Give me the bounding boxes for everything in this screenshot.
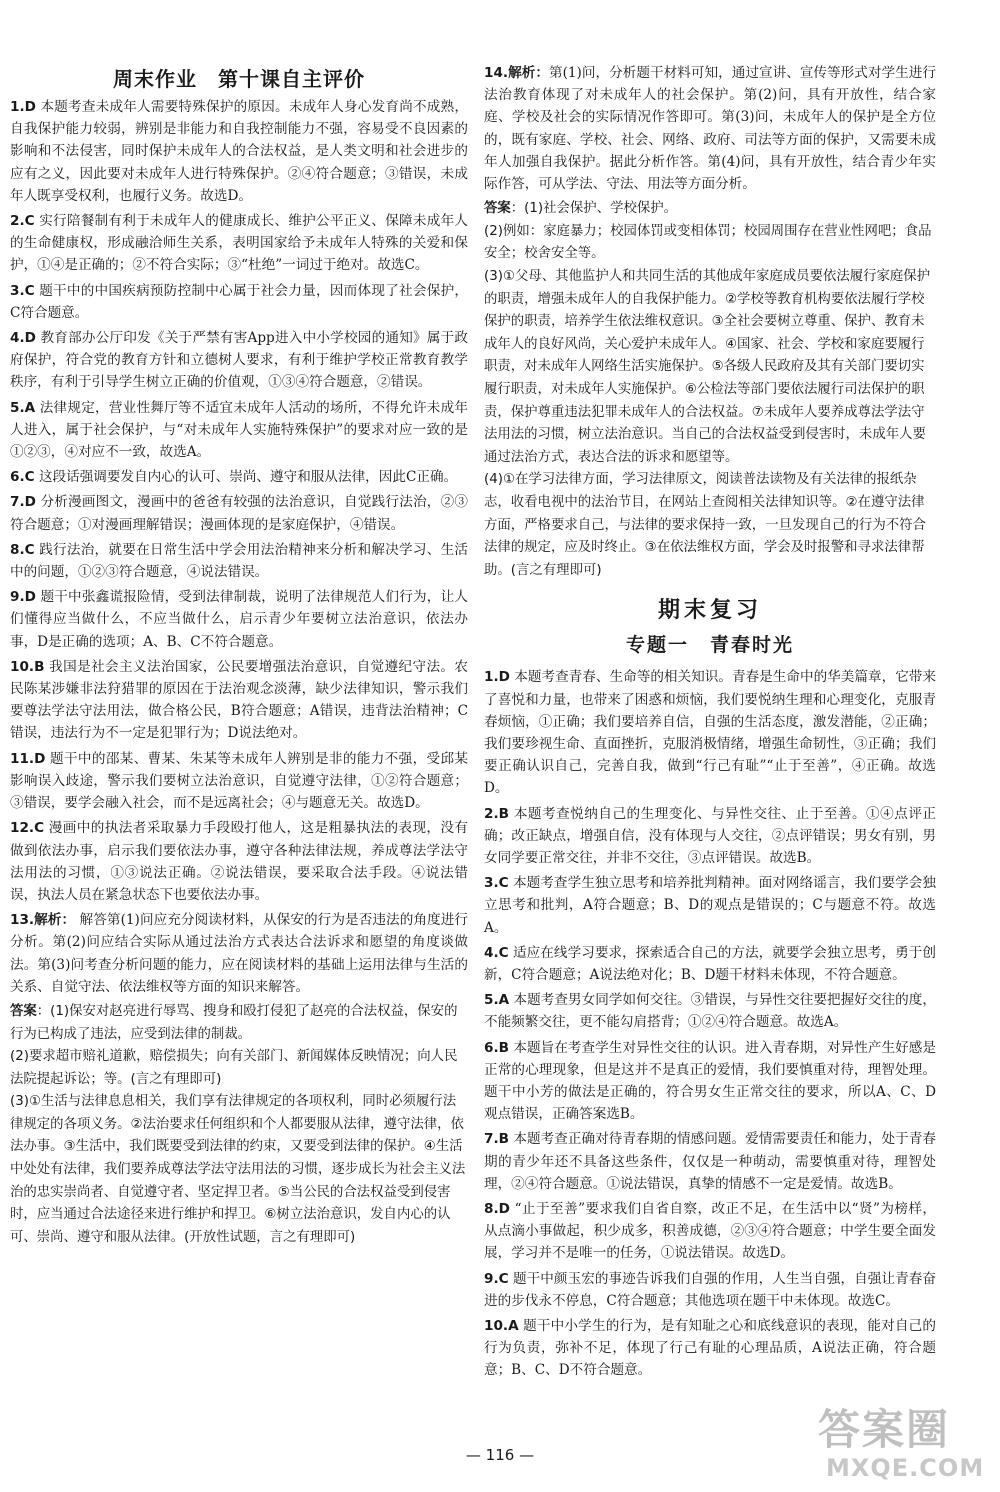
question-explanation: 这段话强调要发自内心的认可、崇尚、遵守和服从法律，因此C正确。 [38,469,458,486]
question-explanation: 题干中小学生的行为，是有知耻之心和底线意识的表现，能对自己的行为负责，弥补不足，体现了行己有耻的心理品质，A说法正确，符合题意；B、C、D不符合题意。 [484,1318,936,1379]
question-number: 2.B [484,805,509,822]
question-explanation: 本题考查男女同学如何交往。③错误，与异性交往要把握好交往的度，不能频繁交往，更不能勾肩搭背；①②④符合题意。故选A。 [484,992,936,1031]
question-number: 6.B [484,1039,509,1056]
question-item [484,1128,936,1195]
question-explanation: 本题考查青春、生命等的相关知识。青春是生命中的华美篇章，它带来了喜悦和力量，也带来了困惑和烦恼，我们要悦纳生理和心理变化，克服青春烦恼，①正确；我们要培养自信，自强的生活态度，激发潜能，②正确；我们要珍视生命、直面挫折，克服消极情绪，增强生命韧性，③正确；我们要正确认识自己，完善自我，做到“行己有耻”“止于至善”，④正确。故选D。 [484,669,937,797]
question-item [10,327,468,394]
watermark [818,1406,994,1486]
question-item [484,1268,936,1312]
page-number: — 116 — [465,1446,535,1464]
question-number: 3.C [10,282,35,299]
section-title-weekend-homework: 周末作业 第十课自主评价 [113,67,365,91]
topic-title-youth: 专题一 青春时光 [625,634,794,657]
question-item [484,1198,936,1265]
question-explanation: 我国是社会主义法治国家，公民要增强法治意识，自觉遵纪守法。农民陈某涉嫌非法狩猎罪的原因在于法治观念淡薄，缺少法律知识，警示我们要尊法学法守法用法，做合格公民，B符合题意；A错误，违背法治精神；C错误，违法行为不一定是犯罪行为；D说法绝对。 [10,658,468,742]
question-explanation: 题干中的中国疾病预防控制中心属于社会力量，因而体现了社会保护，C符合题意。 [10,282,469,321]
question-number: 9.D [10,589,36,606]
right-column [484,62,936,1385]
question-explanation: 实行陪餐制有利于未成年人的健康成长、维护公平正义、保障未成年人的生命健康权，形成融洽师生关系，表明国家给予未成年人特殊的关爱和保护，①④是正确的；②不符合实际；③“杜绝”一词过于绝对。故选C。 [10,213,469,274]
question-number: 9.C [484,1270,509,1287]
question-item [10,280,468,324]
question-number: 7.B [484,1131,509,1148]
question-number: 13.解析： [10,912,76,929]
question-item [10,748,468,815]
question-explanation: 本题考查正确对待青春期的情感问题。爱情需要责任和能力，处于青春期的青少年还不具备这些条件，仅仅是一种萌动，需要慎重对待，理智处理，②④符合题意。①说法错误，真挚的情感不一定是爱情。故选B。 [484,1131,937,1192]
question-number: 11.D [10,750,46,767]
question-number: 7.D [10,494,36,511]
question-number: 6.C [10,469,35,486]
question-item [10,909,468,998]
question-item [484,989,936,1033]
answer-label: 答案 [484,201,511,217]
question-item [10,539,468,583]
question-explanation: 本题旨在考查学生对异性交往的认识。进入青春期，对异性产生好感是正常的心理现象，但是这并不是真正的爱情，我们要慎重对待，理智处理。题干中小芳的做法是正确的，符合男女生正常交往的要求，所以A、C、D观点错误，正确答案选B。 [484,1039,937,1123]
question-explanation: 解答第(1)问应充分阅读材料，从保安的行为是否违法的角度进行分析。第(2)问应结合实际从通过法治方式表达合法诉求和愿望的角度谈做法。第(3)问考查分析问题的能力，应在阅读材料的基础上运用法律与生活的关系、自觉守法、依法维权等方面的知识来解答。 [10,912,468,995]
question-item [10,586,468,653]
q13-answer-1: ：(1)保安对赵亮进行辱骂、搜身和殴打侵犯了赵亮的合法权益，保安的行为已构成了违法，应受到法律的制裁。 [10,1003,458,1042]
question-item [484,803,936,870]
question-item [484,666,936,799]
question-explanation: 适应在线学习要求，探索适合自己的方法，就要学会独立思考，勇于创新，C符合题意；A说法绝对化；B、D题干材料未体现，不符合题意。 [484,944,936,983]
question-item [484,1037,936,1126]
q14-answer-1: ：(1)社会保护、学校保护。 [510,201,678,217]
question-explanation: 第(1)问，分析题干材料可知，通过宣讲、宣传等形式对学生进行法治教育体现了对未成年人的社会保护。第(2)问，具有开放性，结合家庭、学校及社会的实际情况作答即可。第(3)问，未成年人的保护是全方位的，既有家庭、学校、社会、网络、政府、司法等方面的保护，又需要未成年人加强自我保护。据此分析作答。第(4)问，具有开放性，结合青少年实际作答，可从学法、守法、用法等方面分析。 [484,65,936,193]
question-explanation: 法律规定，营业性舞厅等不适宜未成年人活动的场所，不得允许未成年人进入，属于社会保护，与“对未成年人实施特殊保护”的要求对应一致的是①②③，④对应不一致，故选A。 [10,399,469,461]
answer-label: 答案 [10,1003,37,1019]
q14-answer-3: (3)①父母、其他监护人和共同生活的其他成年家庭成员要依法履行家庭保护的职责，增强未成年人的自我保护能力。②学校等教育机构要依法履行学校保护的职责，培养学生依法维权意识。③全社会要树立尊重、保护、教育未成年人的良好风尚，关心爱护未成年人。④国家、社会、学校和家庭要履行职责，对未成年人网络生活实施保护。⑤各级人民政府及其有关部门要切实履行职责，对未成年人实施保护。⑥公检法等部门要依法履行司法保护的职责，保护尊重违法犯罪未成年人的合法权益。⑦未成年人要养成尊法学法守法用法的习惯，树立法治意识。当自己的合法权益受到侵害时，未成年人要通过法治方式，表达合法的诉求和愿望等。 [484,269,931,465]
question-explanation: 分析漫画图文，漫画中的爸爸有较强的法治意识，自觉践行法治，②③符合题意；①对漫画理解错误；漫画体现的是家庭保护，④错误。 [10,494,468,533]
question-number: 8.C [10,541,35,558]
question-item [10,397,468,464]
question-number: 1.D [484,669,510,686]
question-explanation: 教育部办公厅印发《关于严禁有害App进入中小学校园的通知》属于政府保护，符合党的教育方针和立德树人要求，有利于维护学校正常教育教学秩序，有利于引导学生树立正确的价值观，①③④符合题意，②错误。 [10,330,469,391]
question-item [484,872,936,939]
question-explanation: 题干中颜玉宏的事迹告诉我们自强的作用，人生当自强，自强让青春奋进的步伐永不停息，C符合题意；其他选项在题干中未体现。故选C。 [484,1270,936,1309]
question-item [10,210,468,277]
question-explanation: 题干中张鑫谎报险情，受到法律制裁，说明了法律规范人们行为，让人们懂得应当做什么，不应当做什么，启示青少年要树立法治意识，依法办事，D是正确的选项；A、B、C不符合题意。 [10,589,468,650]
question-number: 12.C [10,820,45,837]
question-item [10,466,468,488]
question-explanation: 本题考查悦纳自己的生理变化、与异性交往、止于至善。①④点评正确；改正缺点，增强自信，没有体现与人交往，②点评错误；男女有别，男女同学要正常交往，并非不交往，③点评错误。故选B。 [484,805,937,866]
question-explanation: 本题考查未成年人需要特殊保护的原因。未成年人身心发育尚不成熟，自我保护能力较弱，辨别是非能力和自我控制能力不强，容易受不良因素的影响和不法侵害，同时保护未成年人的合法权益，是人类文明和社会进步的应有之义，因此要对未成年人进行特殊保护。②④符合题意；③错误，未成年人既享受权利，也履行义务。故选D。 [10,99,468,204]
question-item [484,1315,936,1382]
question-item [10,656,468,745]
section-title-final-review: 期末复习 [657,598,762,624]
watermark-url: MXQE.COM [826,1454,985,1482]
question-number: 14.解析： [484,65,549,81]
question-item [10,96,468,207]
question-item [484,942,936,986]
question-number: 5.A [484,992,510,1009]
left-column [10,66,468,1249]
question-number: 10.B [10,658,45,675]
question-number: 3.C [484,875,509,892]
watermark-logo: 答案圈 [818,1405,951,1454]
q14-answer-2: (2)例如：家庭暴力；校园体罚或变相体罚；校园周围存在营业性网吧；食品安全；校舍安全等。 [484,223,932,262]
q14-answer-block [484,198,936,582]
q13-answer-block [10,1001,468,1250]
q13-answer-2: (2)要求超市赔礼道歉，赔偿损失；向有关部门、新闻媒体反映情况；向人民法院提起诉讼；等。(言之有理即可) [10,1049,458,1087]
question-item [10,817,468,906]
question-number: 2.C [10,213,35,230]
q13-answer-3: (3)①生活与法律息息相关，我们享有法律规定的各项权利，同时必须履行法律规定的各项义务。②法治要求任何组织和个人都要服从法律，遵守法律，依法办事。③生活中，我们既要受到法律的约束，又要受到法律的保护。④生活中处处有法律，我们要养成尊法学法守法用法的习惯，逐步成长为社会主义法治的忠实崇尚者、自觉遵守者、坚定捍卫者。⑤当公民的合法权益受到侵害时，应当通过合法途径来进行维护和捍卫。⑥树立法治意识，发自内心的认可、崇尚、遵守和服从法律。(开放性试题，言之有理即可) [10,1094,466,1245]
question-number: 8.D [484,1200,510,1217]
question-number: 1.D [10,99,36,115]
right-answer-list [484,666,936,1381]
left-answer-list [10,96,468,998]
question-number: 10.A [484,1318,519,1334]
question-14 [484,62,936,195]
question-explanation: 践行法治，就要在日常生活中学会用法治精神来分析和解决学习、生活中的问题，①②③符合题意，④说法错误。 [10,541,469,581]
question-explanation: “止于至善”要求我们自省自察，改正不足，在生活中以“贤”为榜样，从点滴小事做起，积少成多，积善成德，②③④符合题意；中学生要全面发展，学习并不是唯一的任务，①说法错误。故选D。 [484,1200,937,1262]
question-number: 4.C [484,944,509,961]
q14-answer-4: (4)①在学习法律方面，学习法律原文，阅读普法读物及有关法律的报纸杂志，收看电视中的法治节目，在网站上查阅相关法律知识等。②在遵守法律方面，严格要求自己，与法律的要求保持一致，一旦发现自己的行为不符合法律的规定，应及时终止。③在依法维权方面，学会及时报警和寻求法律帮助。(言之有理即可) [484,472,926,578]
question-explanation: 本题考查学生独立思考和培养批判精神。面对网络谣言，我们要学会独立思考和批判，A符合题意；B、D的观点是错误的；C与题意不符。故选A。 [484,875,936,936]
question-explanation: 题干中的邵某、曹某、朱某等未成年人辨别是非的能力不强，受邱某影响误入歧途，警示我们要树立法治意识，自觉遵守法律，①②符合题意；③错误，要学会融入社会，而不是远离社会；④与题意无关。故选D。 [10,750,468,812]
question-explanation: 漫画中的执法者采取暴力手段殴打他人，这是粗暴执法的表现，没有做到依法办事，启示我们要依法办事，遵守各种法律法规，养成尊法学法守法用法的习惯，①③说法正确。②说法错误，要采取合法手段。④说法错误，执法人员在紧急状态下也要依法办事。 [10,820,468,903]
question-number: 5.A [10,399,36,416]
question-number: 4.D [10,330,36,347]
question-item [10,491,468,535]
